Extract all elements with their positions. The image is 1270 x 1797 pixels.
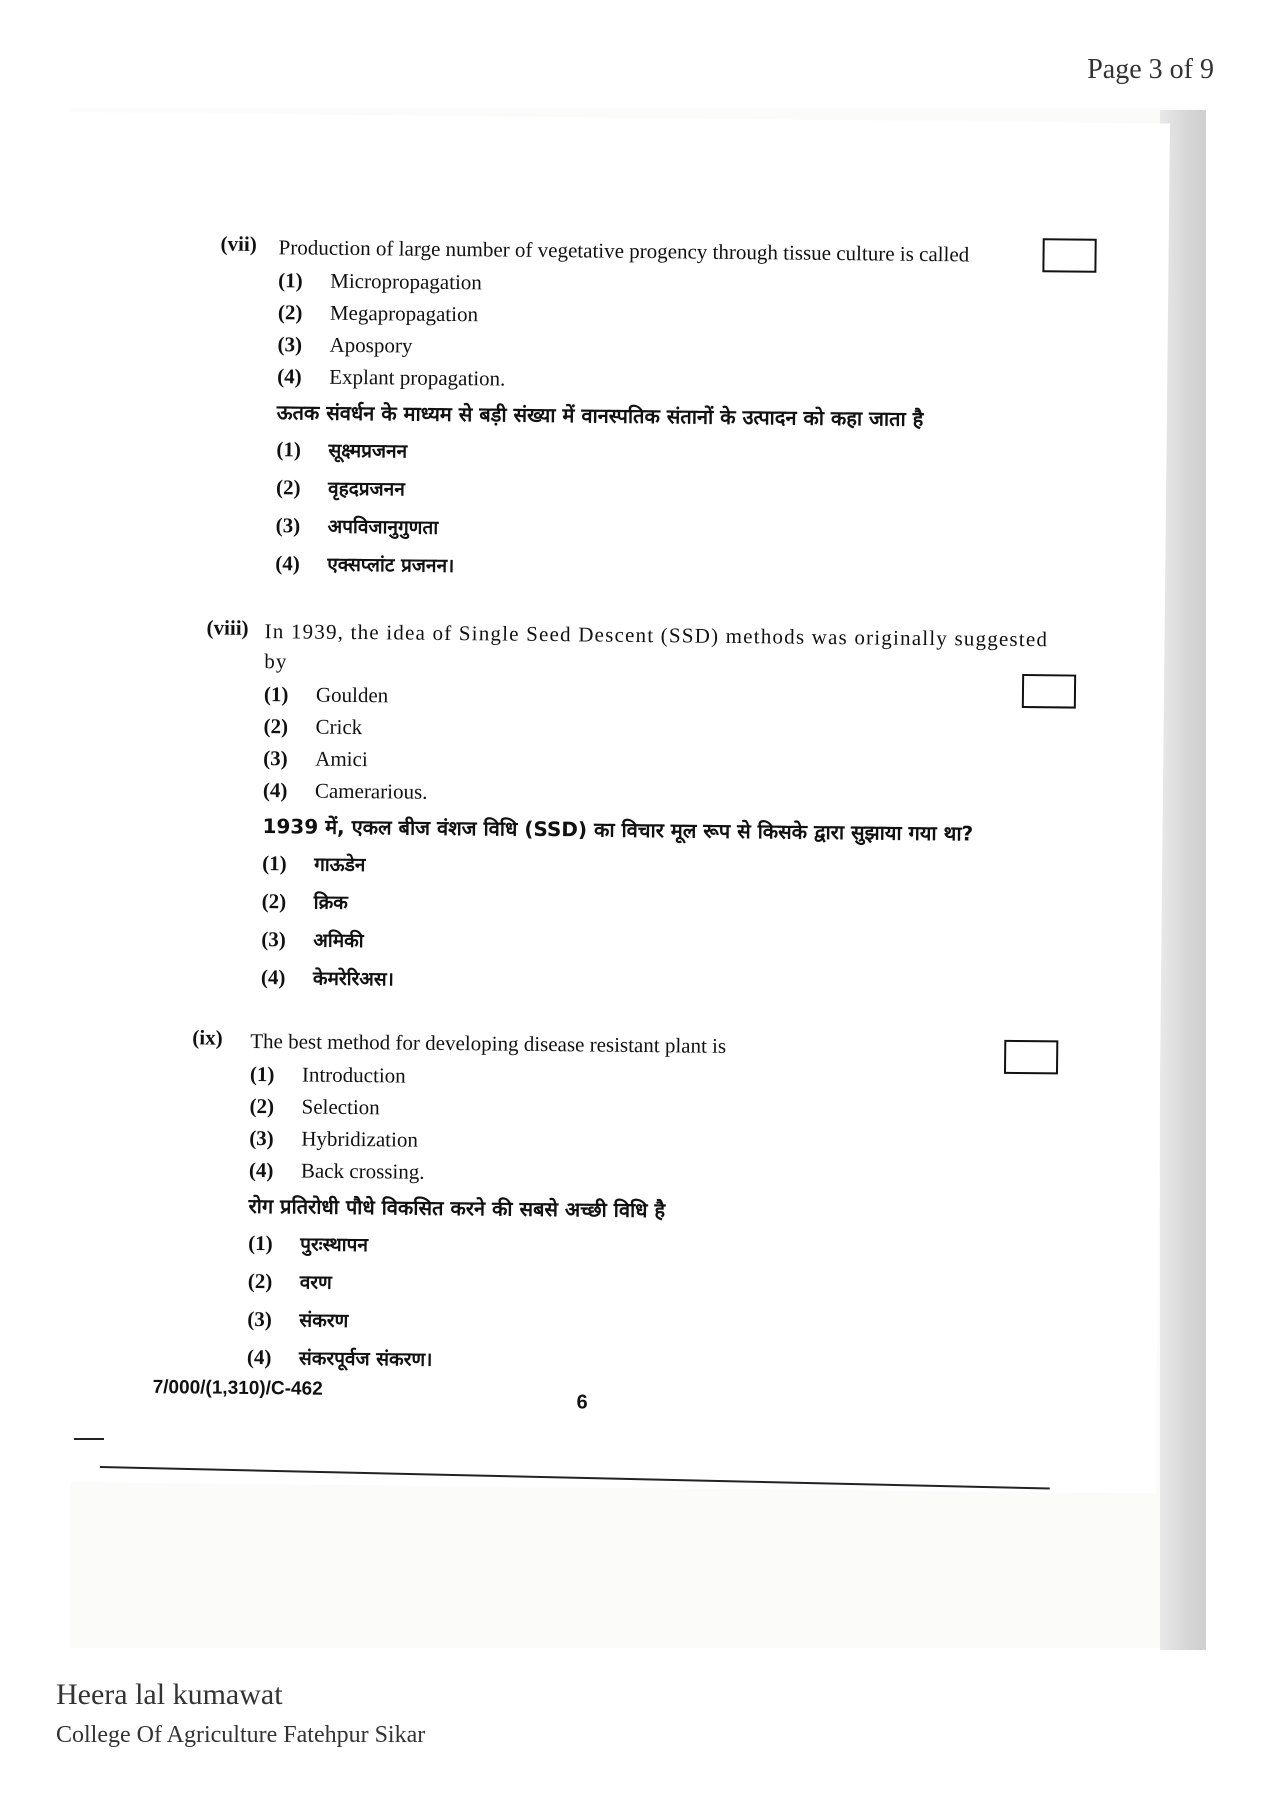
- option: (3) Amici: [263, 745, 368, 771]
- option: (4) Explant propagation.: [277, 363, 506, 391]
- option-list: [277, 264, 506, 394]
- option-hindi: (4) एक्सप्लांट प्रजनन।: [275, 550, 455, 578]
- option-hindi: (1) गाऊडेन: [262, 850, 366, 877]
- question-text-hindi: 1939 में, एकल बीज वंशज विधि (SSD) का विचार मूल रूप से किसके द्वारा सुझाया गया था?: [262, 814, 974, 846]
- option-hindi: (2) वरण: [247, 1268, 332, 1294]
- question-number: (viii): [206, 615, 249, 640]
- question-vii: [69, 230, 1089, 578]
- option-list-hindi: [275, 430, 456, 584]
- question-text: In 1939, the idea of Single Seed Descent (SSD) methods was originally suggested by: [264, 619, 1049, 674]
- answer-box[interactable]: [1004, 1040, 1058, 1075]
- question-number: (vii): [220, 231, 257, 256]
- option: (2) Megapropagation: [277, 299, 479, 326]
- option: (1) Introduction: [249, 1061, 406, 1088]
- page-number: Page 3 of 9: [1087, 54, 1214, 85]
- option-hindi: (2) वृहदप्रजनन: [275, 474, 405, 501]
- option: (3) Apospory: [277, 331, 413, 358]
- exam-sheet: [56, 112, 1170, 1493]
- option: (3) Hybridization: [249, 1125, 419, 1152]
- answer-box[interactable]: [1022, 674, 1076, 709]
- option: (4) Back crossing.: [248, 1157, 425, 1184]
- question-text-hindi: रोग प्रतिरोधी पौधे विकसित करने की सबसे अच्छी विधि है: [248, 1193, 666, 1223]
- question-text: The best method for developing disease resistant plant is: [250, 1028, 727, 1058]
- footer-name: Heera lal kumawat: [56, 1678, 283, 1711]
- question-text-hindi: ऊतक संवर्धन के माध्यम से बड़ी संख्या में वानस्पतिक संतानों के उत्पादन को कहा जाता है: [276, 400, 924, 431]
- question-ix: [60, 1024, 1080, 1371]
- option: (1) Micropropagation: [278, 267, 482, 294]
- option-hindi: (1) सूक्ष्मप्रजनन: [276, 436, 408, 463]
- option-hindi: (1) पुरःस्थापन: [248, 1230, 369, 1257]
- option-list-hindi: [261, 844, 396, 997]
- answer-box[interactable]: [1042, 238, 1096, 273]
- option-hindi: (4) केमरेरिअस।: [260, 964, 395, 991]
- option-list-hindi: [247, 1224, 434, 1378]
- paper-code: 7/000/(1,310)/C-462: [152, 1376, 323, 1400]
- question-text: Production of large number of vegetative progency through tissue culture is called: [278, 235, 970, 267]
- option-hindi: (3) अमिकी: [261, 926, 364, 953]
- option-list: [249, 1058, 426, 1188]
- option-list: [263, 678, 429, 808]
- question-number: (ix): [192, 1025, 223, 1050]
- exam-page-number: 6: [576, 1391, 588, 1414]
- footer-college: College Of Agriculture Fatehpur Sikar: [56, 1722, 426, 1748]
- paper-edge-mark: [74, 1438, 104, 1440]
- option-hindi: (2) क्रिक: [261, 888, 348, 914]
- option-hindi: (4) संकरपूर्वज संकरण।: [246, 1344, 433, 1371]
- option: (4) Camerarious.: [262, 777, 428, 804]
- option: (2) Crick: [263, 713, 363, 739]
- option: (2) Selection: [249, 1093, 380, 1119]
- option-hindi: (3) संकरण: [247, 1306, 349, 1332]
- option-hindi: (3) अपविजानुगुणता: [275, 512, 439, 539]
- option: (1) Goulden: [263, 681, 389, 707]
- question-viii: [65, 614, 1085, 991]
